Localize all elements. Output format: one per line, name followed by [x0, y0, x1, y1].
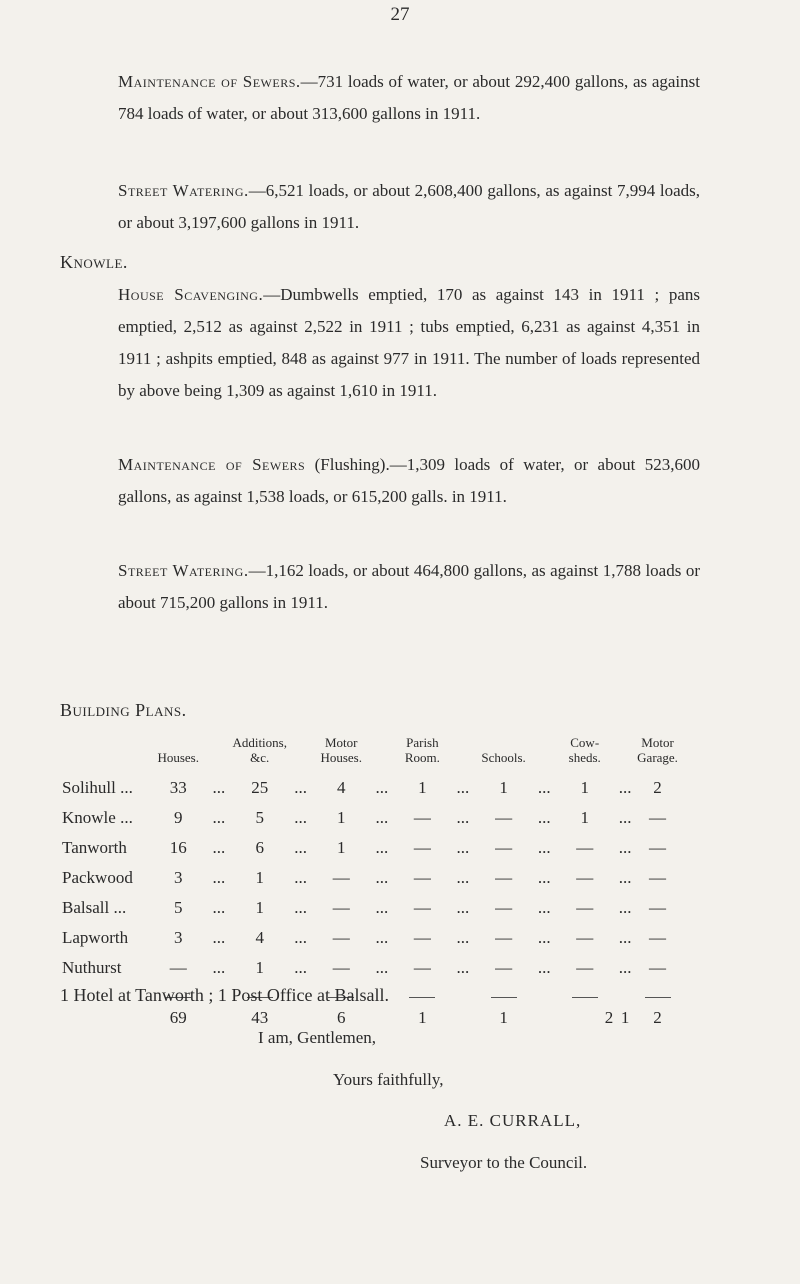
leader-dots: ... [456, 958, 470, 977]
leader-dots: ... [537, 958, 551, 977]
cell: — [495, 868, 513, 887]
table-row [60, 803, 680, 833]
leader-dots: ... [456, 928, 470, 947]
cell: — [576, 928, 594, 947]
cell: — [495, 958, 513, 977]
leader-dots: ... [618, 958, 632, 977]
leader-dots: ... [618, 868, 632, 887]
leader-dots: ... [456, 808, 470, 827]
column-header: Schools. [481, 750, 526, 765]
cell: 4 [336, 778, 346, 797]
cell: — [649, 958, 667, 977]
leader-dots: ... [537, 808, 551, 827]
total-cell: 69 [169, 1008, 187, 1027]
knowle-house-scavenging-paragraph [90, 279, 700, 407]
cell: — [576, 898, 594, 917]
leader-dots: ... [618, 838, 632, 857]
closing-valediction: Yours faithfully, [333, 1070, 444, 1089]
cell: — [495, 808, 513, 827]
column-header: Additions, &c. [232, 735, 287, 765]
leader-dots: ... [294, 958, 307, 977]
cell: 1 [336, 838, 346, 857]
cell: — [332, 898, 350, 917]
leader-dots: ... [618, 808, 632, 827]
total-cell: 2 [604, 1008, 614, 1027]
leader-dots: ... [212, 898, 226, 917]
leader-dots: ... [375, 958, 389, 977]
knowle-heading: Knowle. [60, 252, 128, 272]
paragraph-text: (Flushing).—1,309 loads of water, or about 523,600 gallons, as against 1,538 loads, or 615,200 galls. in 1911. [118, 455, 700, 506]
cell: 1 [499, 778, 508, 797]
building-plans-note: 1 Hotel at Tanworth ; 1 Post Office at Balsall. [60, 985, 390, 1005]
cell: 4 [255, 928, 264, 947]
table-row [60, 953, 680, 983]
cell: — [576, 958, 594, 977]
leader-dots: ... [212, 958, 226, 977]
cell: — [413, 898, 431, 917]
leader-dots: ... [375, 868, 389, 887]
closing-greeting: I am, Gentlemen, [258, 1028, 377, 1047]
leader-dots: ... [212, 838, 226, 857]
cell: 25 [251, 778, 269, 797]
cell: 6 [255, 838, 264, 857]
total-rule [491, 997, 517, 998]
cell: — [332, 928, 350, 947]
cell: 5 [255, 808, 264, 827]
total-rule [645, 997, 671, 998]
cell: 1 [255, 898, 264, 917]
paragraph-heading: Street Watering. [118, 181, 249, 200]
total-cell: 1 [418, 1008, 427, 1027]
row-name: Packwood [62, 868, 133, 887]
cell: — [413, 808, 431, 827]
signature-name: A. E. CURRALL, [444, 1111, 582, 1130]
cell: 1 [580, 808, 589, 827]
leader-dots: ... [212, 868, 226, 887]
table-row [60, 923, 680, 953]
paragraph-heading: Maintenance of Sewers. [118, 72, 301, 91]
row-name: Tanworth [62, 838, 127, 857]
street-watering-paragraph [90, 175, 700, 239]
total-cell: 1 [499, 1008, 508, 1027]
cell: — [649, 838, 667, 857]
paragraph-heading: Maintenance of Sewers [118, 455, 306, 474]
cell: — [495, 898, 513, 917]
cell: 3 [173, 928, 183, 947]
leader-dots: ... [618, 928, 632, 947]
row-name: Lapworth [62, 928, 129, 947]
leader-dots: ... [375, 838, 389, 857]
table-header-row [60, 735, 680, 773]
signature-title: Surveyor to the Council. [420, 1153, 588, 1172]
leader-dots: ... [537, 838, 551, 857]
cell: — [649, 808, 667, 827]
cell: — [649, 928, 667, 947]
page-number: 27 [390, 4, 410, 25]
cell: 2 [653, 778, 662, 797]
total-rule [572, 997, 598, 998]
cell: 1 [255, 958, 264, 977]
cell: 1 [336, 808, 346, 827]
row-name: Nuthurst [62, 958, 122, 977]
cell: — [169, 958, 187, 977]
cell: — [495, 838, 513, 857]
cell: — [413, 838, 431, 857]
leader-dots: ... [537, 778, 551, 797]
total-rule [409, 997, 435, 998]
leader-dots: ... [212, 808, 226, 827]
column-header: Houses. [157, 750, 199, 765]
leader-dots: ... [212, 778, 226, 797]
table-row [60, 893, 680, 923]
cell: — [332, 958, 350, 977]
leader-dots: ... [618, 898, 632, 917]
table-row [60, 773, 680, 803]
cell: — [413, 958, 431, 977]
cell: 16 [169, 838, 187, 857]
paragraph-heading: House Scavenging. [118, 285, 264, 304]
column-header: Motor Houses. [320, 735, 362, 765]
cell: — [649, 868, 667, 887]
cell: 1 [418, 778, 427, 797]
column-header: Cow-sheds. [568, 735, 601, 765]
table-row [60, 833, 680, 863]
knowle-maintenance-of-sewers-paragraph [90, 449, 700, 513]
cell: 9 [173, 808, 183, 827]
leader-dots: ... [456, 778, 470, 797]
leader-dots: ... [456, 898, 470, 917]
leader-dots: ... [294, 838, 307, 857]
leader-dots: ... [456, 868, 470, 887]
leader-dots: ... [456, 838, 470, 857]
cell: — [332, 868, 350, 887]
paragraph-text: —Dumbwells emptied, 170 as against 143 in 1911 ; pans emptied, 2,512 as against 2,522 in 1911 ; tubs emptied, 6,231 as against 4,351 in 1911 ; ashpits emptied, 848 as against 977 in 1911. The number of loads represented by above being 1,309 as against 1,610 in 1911. [118, 285, 700, 400]
maintenance-of-sewers-paragraph [90, 66, 700, 130]
column-header: Motor Garage. [637, 735, 678, 765]
leader-dots: ... [294, 898, 307, 917]
cell: — [413, 928, 431, 947]
leader-dots: ... [294, 808, 307, 827]
leader-dots: ... [375, 928, 389, 947]
cell: — [413, 868, 431, 887]
leader-dots: ... [618, 778, 632, 797]
leader-dots: ... [212, 928, 226, 947]
cell: — [576, 838, 594, 857]
cell: 3 [173, 868, 183, 887]
table-row [60, 863, 680, 893]
paragraph-heading: Street Watering. [118, 561, 249, 580]
row-name: Knowle ... [62, 808, 133, 827]
cell: 5 [173, 898, 183, 917]
total-cell: 6 [336, 1008, 346, 1027]
leader-dots: ... [537, 868, 551, 887]
paragraph-text: —731 loads of water, or about 292,400 gallons, as against 784 loads of water, or about 313,600 gallons in 1911. [118, 72, 700, 123]
cell: 33 [169, 778, 187, 797]
leader-dots: ... [294, 868, 307, 887]
total-cell: 2 [653, 1008, 662, 1027]
total-cell: 1 [620, 1008, 630, 1027]
total-cell: 43 [251, 1008, 269, 1027]
paragraph-text: —1,162 loads, or about 464,800 gallons, as against 1,788 loads or about 715,200 gallons in 1911. [118, 561, 700, 612]
leader-dots: ... [294, 928, 307, 947]
building-plans-heading: Building Plans. [60, 700, 187, 720]
leader-dots: ... [375, 808, 389, 827]
cell: — [576, 868, 594, 887]
leader-dots: ... [375, 778, 389, 797]
row-name: Balsall ... [62, 898, 127, 917]
knowle-street-watering-paragraph [90, 555, 700, 619]
cell: — [495, 928, 513, 947]
cell: — [649, 898, 667, 917]
leader-dots: ... [375, 898, 389, 917]
paragraph-text: —6,521 loads, or about 2,608,400 gallons, as against 7,994 loads, or about 3,197,600 gallons in 1911. [118, 181, 700, 232]
leader-dots: ... [537, 898, 551, 917]
leader-dots: ... [537, 928, 551, 947]
row-name: Solihull ... [62, 778, 133, 797]
leader-dots: ... [294, 778, 307, 797]
column-header: Parish Room. [404, 735, 440, 765]
cell: 1 [580, 778, 589, 797]
cell: 1 [255, 868, 264, 887]
